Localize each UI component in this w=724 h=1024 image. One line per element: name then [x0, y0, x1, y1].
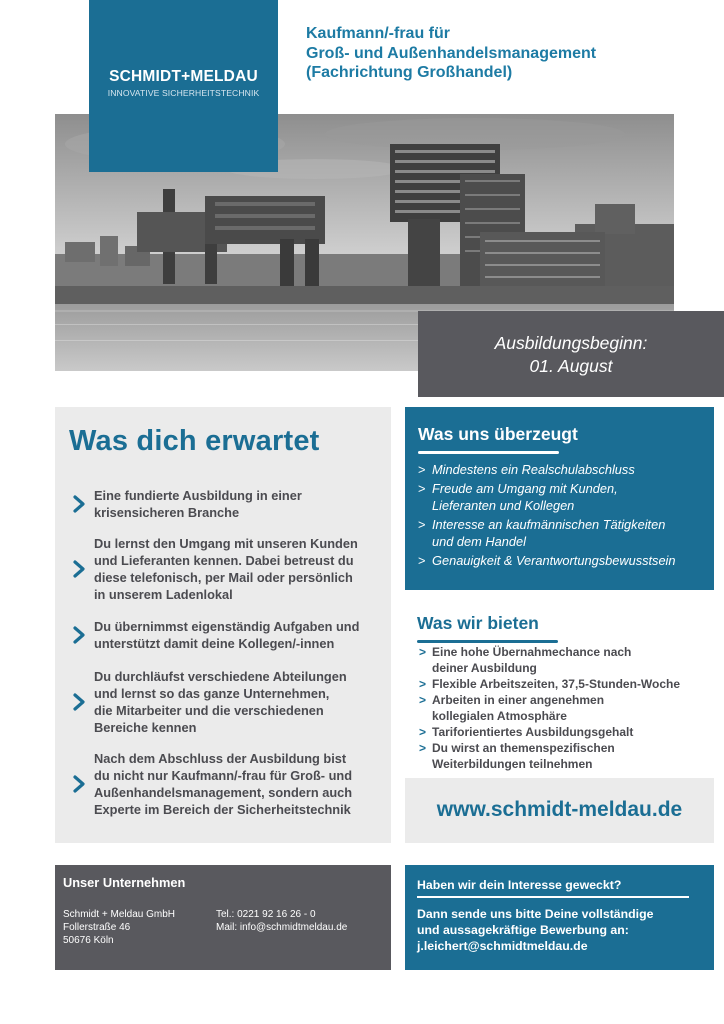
list-item-line: Du wirst an themenspezifischen	[432, 741, 615, 755]
expect-item-line: Du übernimmst eigenständig Aufgaben und	[94, 619, 360, 634]
bullet-chevron-icon: >	[418, 517, 426, 532]
list-item-line: Freude am Umgang mit Kunden,	[432, 481, 618, 496]
company-logo	[89, 0, 278, 172]
heading-underline	[417, 640, 558, 643]
list-item	[419, 724, 680, 740]
expect-item-line: Du durchläufst verschiedene Abteilungen	[94, 669, 347, 684]
job-title-line-1: Kaufmann/-frau für	[306, 25, 450, 42]
company-street: Follerstraße 46	[63, 922, 131, 933]
expect-item-line: Bereiche kennen	[94, 720, 197, 735]
bullet-chevron-icon: >	[418, 462, 426, 477]
list-item	[419, 644, 680, 676]
company-info-heading: Unser Unternehmen	[63, 875, 186, 890]
bullet-chevron-icon: >	[419, 645, 427, 659]
requirements-heading: Was uns überzeugt	[418, 424, 578, 444]
divider	[417, 896, 689, 898]
application-email[interactable]: j.leichert@schmidtmeldau.de	[417, 939, 588, 953]
application-line: Dann sende uns bitte Deine vollständige	[417, 907, 654, 921]
list-item-line: deiner Ausbildung	[432, 661, 537, 675]
job-title-line-3: (Fachrichtung Großhandel)	[306, 64, 513, 81]
list-item	[418, 480, 676, 514]
expect-item-line: Du lernst den Umgang mit unseren Kunden	[94, 536, 358, 551]
list-item	[418, 552, 676, 569]
list-item-line: und dem Handel	[432, 534, 526, 549]
list-item	[418, 461, 676, 478]
bullet-chevron-icon: >	[419, 725, 427, 739]
benefits-list	[419, 644, 680, 772]
application-panel	[405, 865, 714, 970]
list-item-line: Eine hohe Übernahmechance nach	[432, 645, 632, 659]
list-item	[419, 740, 680, 772]
expect-item	[71, 618, 383, 652]
expect-item-line: und Lieferanten kennen. Dabei betreust du	[94, 553, 354, 568]
logo-name: SCHMIDT+MELDAU	[109, 68, 258, 85]
expect-item-line: und lernst so das ganze Unternehmen,	[94, 686, 330, 701]
expect-item	[71, 487, 383, 521]
list-item-line: Arbeiten in einer angenehmen	[432, 693, 605, 707]
list-item	[418, 516, 676, 550]
bullet-chevron-icon: >	[418, 481, 426, 496]
bullet-chevron-icon: >	[419, 677, 427, 691]
expect-item-line: Experte im Bereich der Sicherheitstechnik	[94, 802, 351, 817]
application-heading: Haben wir dein Interesse geweckt?	[417, 878, 622, 892]
expect-item-line: du nicht nur Kaufmann/-frau für Groß- und	[94, 768, 353, 783]
company-info-panel	[55, 865, 391, 970]
bullet-chevron-icon: >	[419, 693, 427, 707]
list-item-line: Weiterbildungen teilnehmen	[432, 757, 593, 771]
company-address	[63, 908, 175, 947]
expect-item-line: in unserem Ladenlokal	[94, 587, 233, 602]
what-to-expect-heading: Was dich erwartet	[69, 425, 320, 457]
heading-underline	[418, 451, 559, 454]
expect-item	[71, 750, 383, 818]
requirements-panel	[405, 407, 714, 590]
chevron-right-icon	[71, 625, 87, 645]
list-item-line: Lieferanten und Kollegen	[432, 498, 575, 513]
training-start-label: Ausbildungsbeginn:	[494, 333, 648, 353]
expect-item-line: krisensicheren Branche	[94, 505, 240, 520]
benefits-heading: Was wir bieten	[417, 613, 539, 633]
expect-item-line: Eine fundierte Ausbildung in einer	[94, 488, 302, 503]
logo-tagline: INNOVATIVE SICHERHEITSTECHNIK	[107, 88, 260, 98]
expect-item-line: unterstützt damit deine Kollegen/-innen	[94, 636, 335, 651]
expect-item-line: die Mitarbeiter und die verschiedenen	[94, 703, 324, 718]
what-to-expect-panel	[55, 407, 391, 843]
company-email[interactable]: Mail: info@schmidtmeldau.de	[216, 922, 348, 933]
expect-item	[71, 668, 383, 736]
training-start-box	[418, 311, 724, 397]
expect-item-line: Außenhandelsmanagement, sondern auch	[94, 785, 353, 800]
requirements-list	[418, 461, 676, 571]
list-item-line: Tariforientiertes Ausbildungsgehalt	[432, 725, 634, 739]
company-name: Schmidt + Meldau GmbH	[63, 909, 175, 920]
bullet-chevron-icon: >	[418, 553, 426, 568]
application-line: und aussagekräftige Bewerbung an:	[417, 923, 629, 937]
job-title-line-2: Groß- und Außenhandelsmanagement	[306, 44, 597, 62]
list-item-line: kollegialen Atmosphäre	[432, 709, 567, 723]
company-city: 50676 Köln	[63, 935, 114, 946]
chevron-right-icon	[71, 494, 87, 514]
list-item-line: Interesse an kaufmännischen Tätigkeiten	[432, 517, 666, 532]
job-title	[306, 24, 596, 83]
company-contact	[216, 908, 347, 934]
expect-item	[71, 535, 383, 603]
application-text	[417, 906, 653, 954]
chevron-right-icon	[71, 559, 87, 579]
company-phone[interactable]: Tel.: 0221 92 16 26 - 0	[216, 909, 316, 920]
expect-item-line: Nach dem Abschluss der Ausbildung bist	[94, 751, 347, 766]
bullet-chevron-icon: >	[419, 741, 427, 755]
list-item-line: Genauigkeit & Verantwortungsbewusstsein	[432, 553, 676, 568]
chevron-right-icon	[71, 774, 87, 794]
training-start-date: 01. August	[529, 356, 613, 376]
list-item	[419, 692, 680, 724]
list-item-line: Flexible Arbeitszeiten, 37,5-Stunden-Woche	[432, 677, 681, 691]
website-box	[405, 778, 714, 843]
list-item	[419, 676, 680, 692]
expect-item-line: diese telefonisch, per Mail oder persönlich	[94, 570, 353, 585]
website-link[interactable]: www.schmidt-meldau.de	[436, 798, 683, 821]
chevron-right-icon	[71, 692, 87, 712]
list-item-line: Mindestens ein Realschulabschluss	[432, 462, 635, 477]
